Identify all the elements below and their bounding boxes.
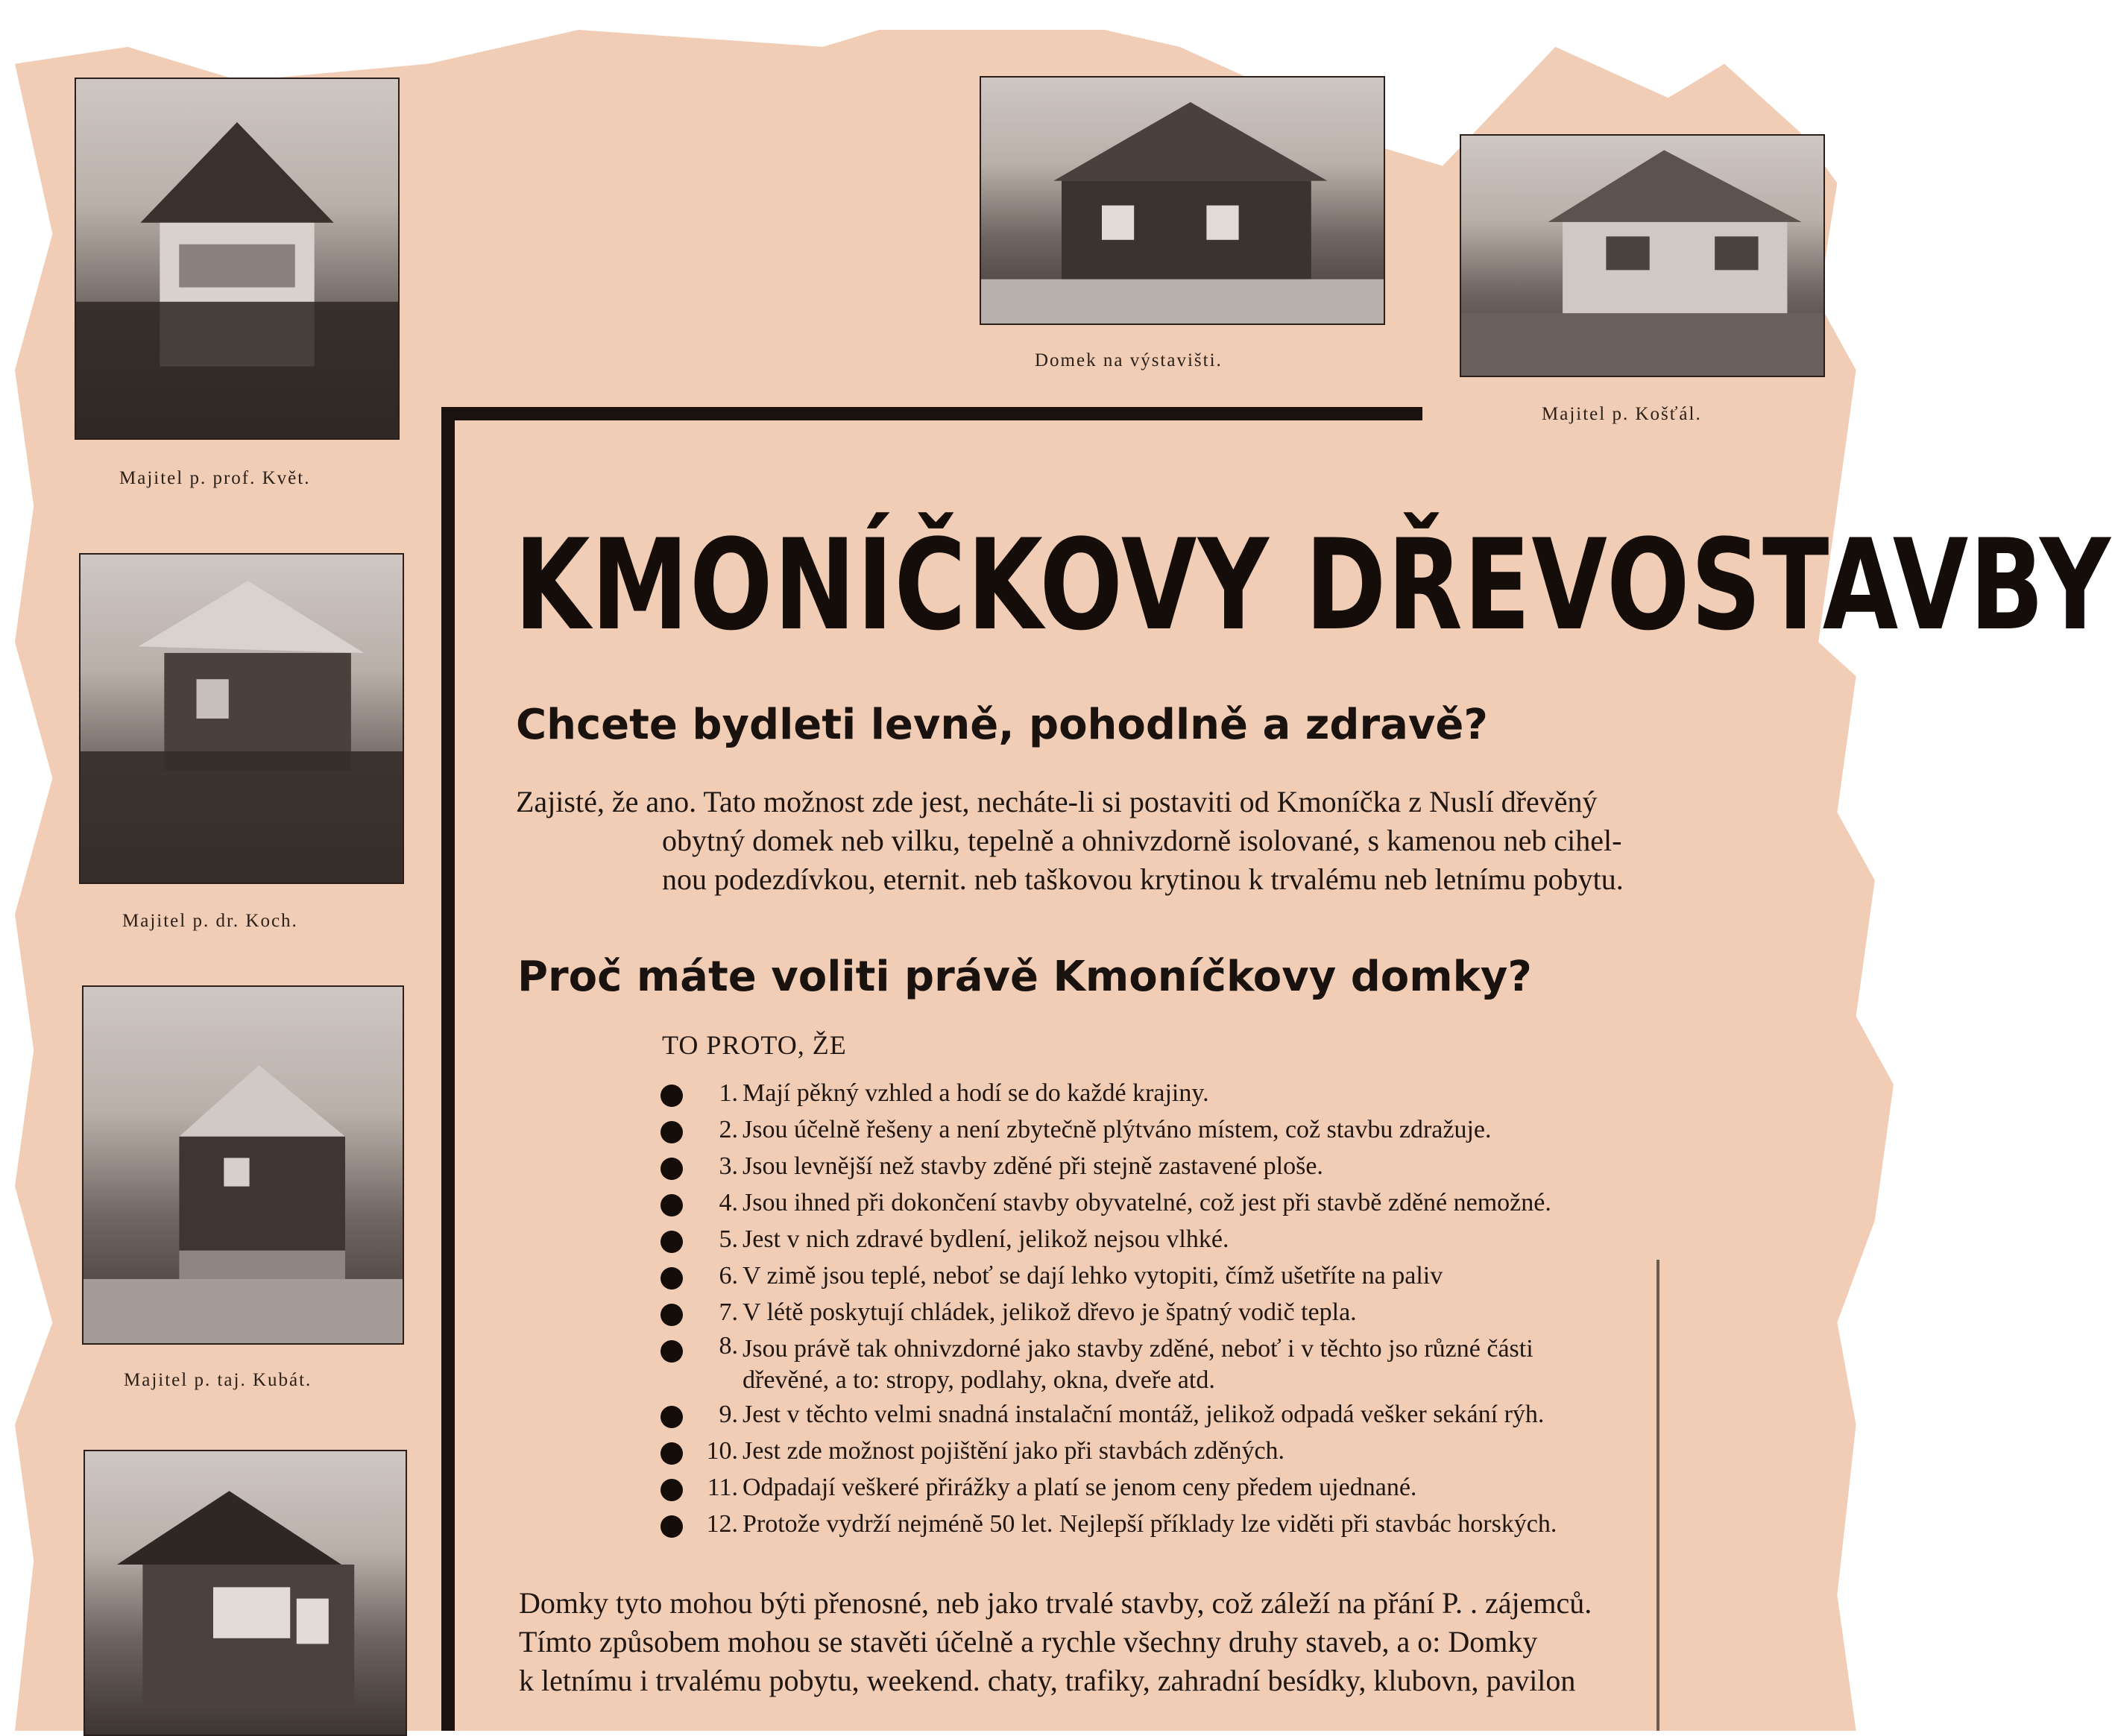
bullet-icon bbox=[661, 1304, 683, 1326]
closing-line-3: k letnímu i trvalému pobytu, weekend. chaty, trafiky, zahradní besídky, klubovn, pavilon bbox=[519, 1664, 1576, 1697]
list-item: 7. V létě poskytují chládek, jelikož dřevo je špatný vodič tepla. bbox=[661, 1294, 1823, 1331]
list-item: 2. Jsou účelně řešeny a není zbytečně plýtváno místem, což stavbu zdražuje. bbox=[661, 1111, 1823, 1148]
list-item: 1. Mají pěkný vzhled a hodí se do každé krajiny. bbox=[661, 1075, 1823, 1111]
bullet-icon bbox=[661, 1085, 683, 1107]
heading-why-choose: Proč máte voliti právě Kmoníčkovy domky? bbox=[517, 953, 1532, 1001]
list-item: 11. Odpadají veškeré přirážky a platí se jenom ceny předem ujednané. bbox=[661, 1469, 1823, 1506]
house-photo-vystaviste bbox=[980, 76, 1385, 325]
intro-line-1: Zajisté, že ano. Tato možnost zde jest, necháte-li si postaviti od Kmoníčka z Nuslí dřevěný bbox=[516, 785, 1598, 818]
bullet-icon bbox=[661, 1158, 683, 1180]
list-item: 4. Jsou ihned při dokončení stavby obyvatelné, což jest při stavbě zděné nemožné. bbox=[661, 1184, 1823, 1221]
house-photo-kostal bbox=[1460, 134, 1825, 377]
bullet-icon bbox=[661, 1231, 683, 1253]
closing-line-2: Tímto způsobem mohou se stavěti účelně a rychle všechny druhy staveb, a o: Domky bbox=[519, 1625, 1538, 1658]
page-title: KMONÍČKOVY DŘEVOSTAVBY bbox=[514, 512, 2112, 658]
bullet-icon bbox=[661, 1340, 683, 1363]
reasons-list bbox=[661, 1075, 1823, 1542]
bullet-icon bbox=[661, 1121, 683, 1143]
bullet-icon bbox=[661, 1267, 683, 1290]
list-item: 3. Jsou levnější než stavby zděné při stejně zastavené ploše. bbox=[661, 1148, 1823, 1184]
closing-line-1: Domky tyto mohou býti přenosné, neb jako trvalé stavby, což záleží na přání P. . zájemců. bbox=[519, 1586, 1592, 1620]
caption-vystaviste: Domek na výstavišti. bbox=[1035, 350, 1223, 370]
house-photo-kvet bbox=[75, 78, 400, 440]
caption-koch: Majitel p. dr. Koch. bbox=[122, 911, 298, 931]
house-photo-kubat bbox=[82, 985, 404, 1345]
frame-left-rule bbox=[441, 407, 455, 1731]
list-item: 9. Jest v těchto velmi snadná instalační montáž, jelikož odpadá vešker sekání rýh. bbox=[661, 1396, 1823, 1433]
caption-kubat: Majitel p. taj. Kubát. bbox=[124, 1370, 312, 1390]
heading-cheap-living: Chcete bydleti levně, pohodlně a zdravě? bbox=[516, 701, 1488, 749]
bullet-icon bbox=[661, 1442, 683, 1465]
bullet-icon bbox=[661, 1515, 683, 1538]
list-item: 6. V zimě jsou teplé, neboť se dají lehko vytopiti, čímž ušetříte na paliv bbox=[661, 1257, 1823, 1294]
list-item: 12. Protože vydrží nejméně 50 let. Nejlepší příklady lze viděti při stavbác horských. bbox=[661, 1506, 1823, 1542]
bullet-icon bbox=[661, 1194, 683, 1216]
bullet-icon bbox=[661, 1406, 683, 1428]
caption-kvet: Majitel p. prof. Květ. bbox=[119, 468, 311, 488]
caption-kostal: Majitel p. Košťál. bbox=[1542, 404, 1702, 424]
list-intro: TO PROTO, ŽE bbox=[662, 1030, 847, 1060]
bullet-icon bbox=[661, 1479, 683, 1501]
house-photo-bottom-left bbox=[83, 1450, 407, 1736]
list-item: 8. Jsou právě tak ohnivzdorné jako stavby zděné, neboť i v těchto jso různé části dřevěné, a to: stropy, podlahy, okna, dveře atd. bbox=[661, 1331, 1823, 1396]
list-item: 5. Jest v nich zdravé bydlení, jelikož nejsou vlhké. bbox=[661, 1221, 1823, 1257]
intro-paragraph bbox=[516, 783, 1828, 899]
intro-line-3: nou podezdívkou, eternit. neb taškovou krytinou k trvalému neb letnímu pobytu. bbox=[662, 862, 1624, 896]
house-photo-koch bbox=[79, 553, 404, 884]
closing-paragraph bbox=[519, 1584, 1816, 1700]
frame-top-rule bbox=[441, 407, 1422, 420]
list-item: 10. Jest zde možnost pojištění jako při stavbách zděných. bbox=[661, 1433, 1823, 1469]
intro-line-2: obytný domek neb vilku, tepelně a ohnivzdorně isolované, s kamenou neb cihel- bbox=[662, 824, 1622, 857]
